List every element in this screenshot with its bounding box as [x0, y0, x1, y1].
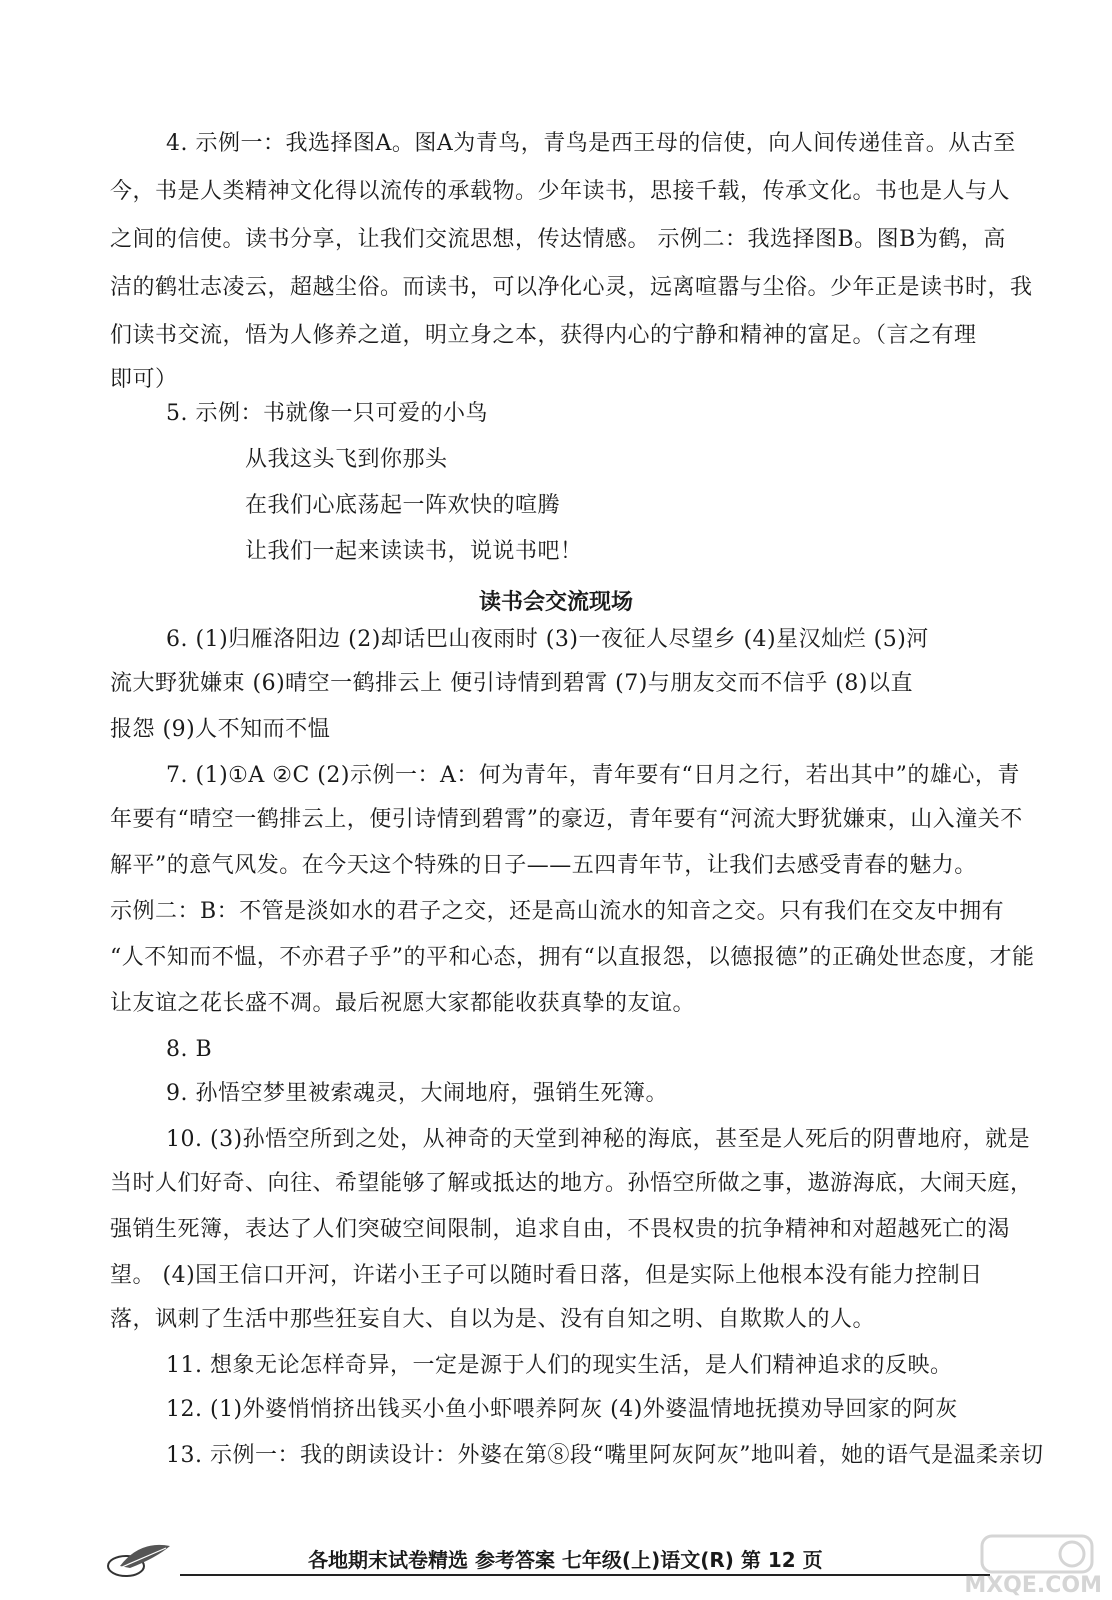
- watermark-logo: [962, 1532, 1102, 1598]
- q7-line-6: 让友谊之花长盛不凋。最后祝愿大家都能收获真挚的友谊。: [110, 991, 696, 1016]
- q4-line-2: 今，书是人类精神文化得以流传的承载物。少年读书，思接千载，传承文化。书也是人与人: [110, 179, 1011, 204]
- q7-line-1: 7. (1)①A ②C (2)示例一：A：何为青年，青年要有“日月之行，若出其中”的雄心，青: [166, 763, 1020, 788]
- q4-line-4: 洁的鹤壮志凌云，超越尘俗。而读书，可以净化心灵，远离喧嚣与尘俗。少年正是读书时，我: [110, 275, 1033, 300]
- footer-text: 各地期末试卷精选 参考答案 七年级(上)语文(R) 第 12 页: [308, 1548, 823, 1572]
- q5-line-2: 从我这头飞到你那头: [245, 447, 448, 472]
- q10-line-1: 10. (3)孙悟空所到之处，从神奇的天堂到神秘的海底，甚至是人死后的阴曹地府，就是: [166, 1127, 1031, 1152]
- q4-line-1: 4. 示例一：我选择图A。图A为青鸟，青鸟是西王母的信使，向人间传递佳音。从古至: [166, 131, 1016, 156]
- q4-line-6: 即可）: [110, 367, 178, 392]
- q10-line-4: 望。 (4)国王信口开河，许诺小王子可以随时看日落，但是实际上他根本没有能力控制日: [110, 1263, 983, 1288]
- q12-line-1: 12. (1)外婆悄悄挤出钱买小鱼小虾喂养阿灰 (4)外婆温情地抚摸劝导回家的阿灰: [166, 1397, 958, 1422]
- q11-line-1: 11. 想象无论怎样奇异，一定是源于人们的现实生活，是人们精神追求的反映。: [166, 1353, 953, 1378]
- q7-line-3: 解平”的意气风发。在今天这个特殊的日子——五四青年节，让我们去感受青春的魅力。: [110, 853, 977, 878]
- q10-line-2: 当时人们好奇、向往、希望能够了解或抵达的地方。孙悟空所做之事，遨游海底，大闹天庭，: [110, 1171, 1033, 1196]
- q7-line-4: 示例二：B：不管是淡如水的君子之交，还是高山流水的知音之交。只有我们在交友中拥有: [110, 899, 1005, 924]
- q13-line-1: 13. 示例一：我的朗读设计：外婆在第⑧段“嘴里阿灰阿灰”地叫着，她的语气是温柔亲切: [166, 1443, 1044, 1468]
- q10-line-5: 落，讽刺了生活中那些狂妄自大、自以为是、没有自知之明、自欺欺人的人。: [110, 1307, 876, 1332]
- q4-line-3: 之间的信使。读书分享，让我们交流思想，传达情感。 示例二：我选择图B。图B为鹤，高: [110, 227, 1006, 252]
- q4-line-5: 们读书交流，悟为人修养之道，明立身之本，获得内心的宁静和精神的富足。（言之有理: [110, 323, 977, 348]
- q7-line-2: 年要有“晴空一鹤排云上，便引诗情到碧霄”的豪迈，青年要有“河流大野犹嫌束，山入潼关不: [110, 807, 1023, 832]
- watermark-text: MXQE.COM: [964, 1573, 1102, 1598]
- q6-line-3: 报怨 (9)人不知而不愠: [110, 717, 331, 742]
- q9-line-1: 9. 孙悟空梦里被索魂灵，大闹地府，强销生死簿。: [166, 1081, 668, 1106]
- q8-line-1: 8. B: [166, 1037, 213, 1062]
- q10-line-3: 强销生死簿，表达了人们突破空间限制，追求自由，不畏权贵的抗争精神和对超越死亡的渴: [110, 1217, 1011, 1242]
- q5-line-4: 让我们一起来读读书，说说书吧！: [245, 539, 583, 564]
- q7-line-5: “人不知而不愠，不亦君子乎”的平和心态，拥有“以直报怨，以德报德”的正确处世态度，才能: [110, 945, 1035, 970]
- q5-line-3: 在我们心底荡起一阵欢快的喧腾: [245, 493, 561, 518]
- watermark-badge-icon: [962, 1532, 1102, 1576]
- q6-line-1: 6. (1)归雁洛阳边 (2)却话巴山夜雨时 (3)一夜征人尽望乡 (4)星汉灿烂 (5)河: [166, 627, 929, 652]
- q5-line-1: 5. 示例：书就像一只可爱的小鸟: [166, 401, 488, 426]
- footer-divider: [180, 1574, 990, 1576]
- leaf-logo-icon: [100, 1536, 180, 1582]
- section-title: 读书会交流现场: [478, 590, 633, 615]
- page-footer: [60, 1532, 1060, 1582]
- q6-line-2: 流大野犹嫌束 (6)晴空一鹤排云上 便引诗情到碧霄 (7)与朋友交而不信乎 (8)以直: [110, 671, 913, 696]
